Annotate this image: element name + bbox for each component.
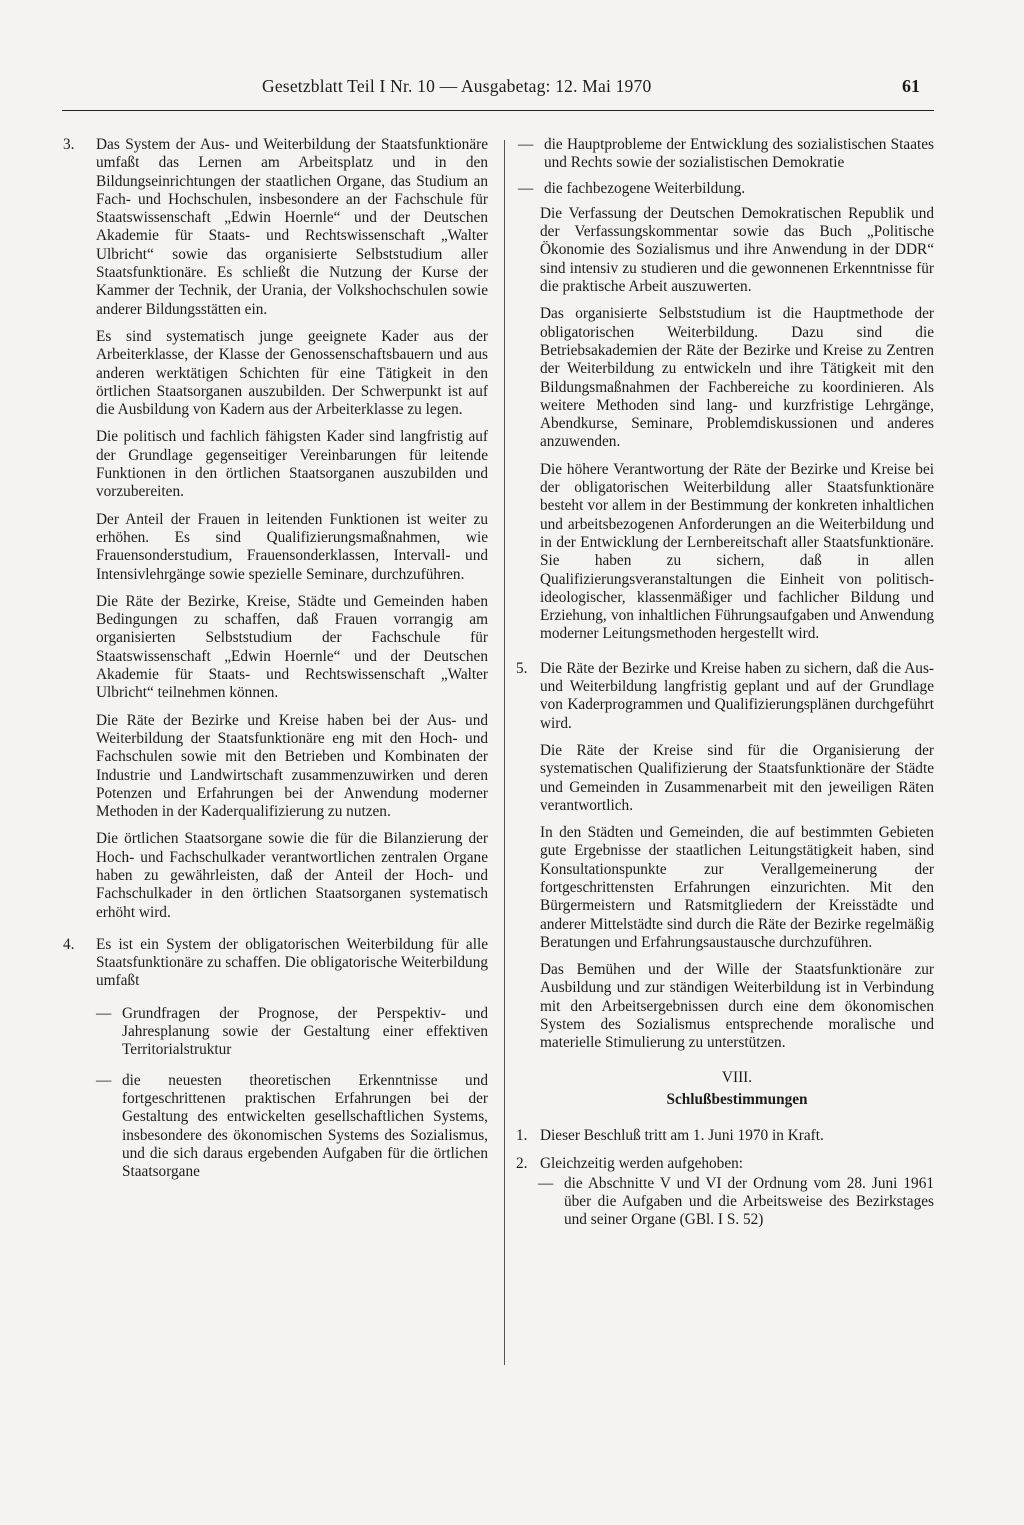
item-3 [63,136,488,922]
dash-text: die fachbezogene Weiterbildung. [544,179,746,197]
dash-text: die neuesten theoretischen Erkenntnisse und fortgeschrittenen praktischen Erfahrungen bei der Gestaltung des entwickelten gesellschaftlichen Systems, insbesondere des ökonomischen Systems des Sozialismus, und die sich daraus ergebenden Aufgaben für die örtlichen Staatsorgane [122,1071,488,1181]
dash-list-item [96,1072,488,1182]
right-column [516,136,934,1239]
paragraph: Dieser Beschluß tritt am 1. Juni 1970 in Kraft. [540,1127,824,1145]
dash-text: die Hauptprobleme der Entwicklung des sozialistischen Staates und Rechts sowie der sozialistischen Demokratie [544,136,934,172]
dash-marker: — [96,1004,112,1022]
paragraph: Die örtlichen Staatsorgane sowie die für die Bilanzierung der Hoch- und Fachschulkader verantwortlichen zentralen Organe haben zu gewährleisten, daß der Anteil der Hoch- und Fachschulkader in den örtlichen Staatsorganen systematisch erhöht wird. [96,830,488,921]
item-4 [63,935,488,1182]
header-title: Gesetzblatt Teil I Nr. 10 — Ausgabetag: 12. Mai 1970 [262,76,652,96]
dash-list-item [538,1175,934,1230]
item-3-number: 3. [63,136,75,153]
final-item-2 [516,1154,934,1230]
paragraph: Die Räte der Bezirke und Kreise haben bei der Aus- und Weiterbildung der Staatsfunktionäre eng mit den Hoch- und Fachschulen sowie mit den Betrieben und Kombinaten der Industrie und Landwirtschaft zusammenzuwirken und deren Potenzen und Erfahrungen bei der Anwendung moderner Methoden in der Kaderqualifizierung zu nutzen. [96,711,488,821]
paragraph: Die Räte der Bezirke und Kreise haben zu sichern, daß die Aus- und Weiterbildung langfristig geplant und auf der Grundlage von Kaderprogrammen und Qualifizierungsplänen durchgeführt wird. [540,659,934,732]
final-item-2-number: 2. [516,1154,528,1172]
paragraph: Die politisch und fachlich fähigsten Kader sind langfristig auf der Grundlage gegenseitiger Vereinbarungen für leitende Funktionen in den örtlichen Staatsorganen auszubilden und vorzubereiten. [96,428,488,501]
dash-list-item [96,1005,488,1060]
item-4-number: 4. [63,935,75,953]
paragraph: Die Verfassung der Deutschen Demokratischen Republik und der Verfassungskommentar sowie das Buch „Politische Ökonomie des Sozialismus und ihre Anwendung in der DDR“ sind intensiv zu studieren und die gewonnenen Erkenntnisse für die praktische Arbeit auszuwerten. [540,204,934,296]
dash-text: Grundfragen der Prognose, der Perspektiv- und Jahresplanung sowie der Gestaltung einer effektiven Territorialstruktur [122,1004,488,1059]
paragraph: Der Anteil der Frauen in leitenden Funktionen ist weiter zu erhöhen. Es sind Qualifizierungsmaßnahmen, wie Frauensonderstudium, Frauensonderklassen, Intervall- und Intensivlehrgänge sowie spezielle Seminare, durchzuführen. [96,510,488,583]
item-5-number: 5. [516,659,528,677]
paragraph: Die höhere Verantwortung der Räte der Bezirke und Kreise bei der obligatorischen Weiterbildung aller Staatsfunktionäre besteht vor allem in der Bestimmung der konkreten inhaltlichen und arbeitsbezogenen Anforderungen an die Weiterbildung und in der Entwicklung der Lernbereitschaft aller Staatsfunktionäre. Sie haben zu sichern, daß in allen Qualifizierungsveranstaltungen die Einheit von politisch-ideologischer, klassenmäßiger und fachlicher Bildung und Erziehung, von inhaltlichen Führungsaufgaben und Anwendung moderner Leitungsmethoden hergestellt wird. [540,460,934,643]
paragraph: Das Bemühen und der Wille der Staatsfunktionäre zur Ausbildung und zur ständigen Weiterbildung ist in Verbindung mit den Arbeitsergebnissen durch eine dem ökonomischen System des Sozialismus entsprechende moralische und materielle Stimulierung zu unterstützen. [540,961,934,1052]
page-number: 61 [902,76,920,96]
left-column [63,136,488,1190]
paragraph: Das organisierte Selbststudium ist die Hauptmethode der obligatorischen Weiterbildung. Dazu sind die Betriebsakademien der Räte der Bezirke und Kreise zu Zentren der Weiterbildung zu entwickeln und ihre Tätigkeit mit den Bildungsmaßnahmen der Fachbereiche zu koordinieren. Als weitere Methoden sind lang- und kurzfristige Lehrgänge, Abendkurse, Seminare, Problemdiskussionen und anderes anzuwenden. [540,305,934,451]
paragraph: In den Städten und Gemeinden, die auf bestimmten Gebieten gute Ergebnisse der staatlichen Leitungstätigkeit haben, sind Konsultationspunkte zur Verallgemeinerung der fortgeschrittensten Erfahrungen einzurichten. Mit den Bürgermeistern und Ratsmitgliedern der Kreisstädte und anderer Mittelstädte sind durch die Räte der Bezirke regelmäßig Beratungen und Erfahrungsaustausche durchzuführen. [540,824,934,951]
dash-marker: — [518,136,534,153]
final-item-1 [516,1127,934,1145]
dash-marker: — [96,1071,112,1089]
paragraph: Die Räte der Bezirke, Kreise, Städte und Gemeinden haben Bedingungen zu schaffen, daß Frauen vorrangig am organisierten Selbststudium der Fachschule für Staatswissenschaft „Edwin Hoernle“ und der Deutschen Akademie für Staats- und Rechtswissenschaft „Walter Ulbricht“ teilnehmen können. [96,592,488,702]
paragraph: Die Räte der Kreise sind für die Organisierung der systematischen Qualifizierung der Staatsfunktionäre der Städte und Gemeinden in Zusammenarbeit mit den jeweiligen Räten verantwortlich. [540,741,934,814]
paragraph: Es ist ein System der obligatorischen Weiterbildung für alle Staatsfunktionäre zu schaffen. Die obligatorische Weiterbildung umfaßt [96,935,488,990]
section-number: VIII. [721,1068,753,1086]
paragraph: Gleichzeitig werden aufgehoben: [540,1154,744,1172]
dash-list-item [518,136,934,173]
final-item-1-number: 1. [516,1127,528,1145]
item-5 [516,659,934,1053]
dash-text: die Abschnitte V und VI der Ordnung vom 28. Juni 1961 über die Aufgaben und die Arbeitsweise des Bezirkstages und seiner Organe (GBl. I S. 52) [564,1174,934,1229]
dash-marker: — [538,1174,554,1192]
paragraph: Das System der Aus- und Weiterbildung der Staatsfunktionäre umfaßt das Lernen am Arbeitsplatz und in den Bildungseinrichtungen der staatlichen Organe, das Studium an Fach- und Hochschulen, insbesondere an der Fachschule für Staatswissenschaft „Edwin Hoernle“ und der Deutschen Akademie für Staats- und Rechtswissenschaft „Walter Ulbricht“ sowie das organisierte Selbststudium aller Staatsfunktionäre. Es schließt die Nutzung der Kurse der Kammer der Technik, der Urania, der Volkshochschulen sowie anderer Bildungsstätten ein. [96,136,488,318]
paragraph: Es sind systematisch junge geeignete Kader aus der Arbeiterklasse, der Klasse der Genossenschaftsbauern und aus anderen werktätigen Schichten für eine Tätigkeit in den örtlichen Staatsorganen auszubilden. Der Schwerpunkt ist auf die Ausbildung von Kadern aus der Arbeiterklasse zu legen. [96,327,488,419]
dash-marker: — [518,179,534,197]
dash-list-item [518,180,934,198]
section-title: Schlußbestimmungen [666,1090,808,1108]
column-divider [504,140,505,1365]
page-header [62,72,934,111]
